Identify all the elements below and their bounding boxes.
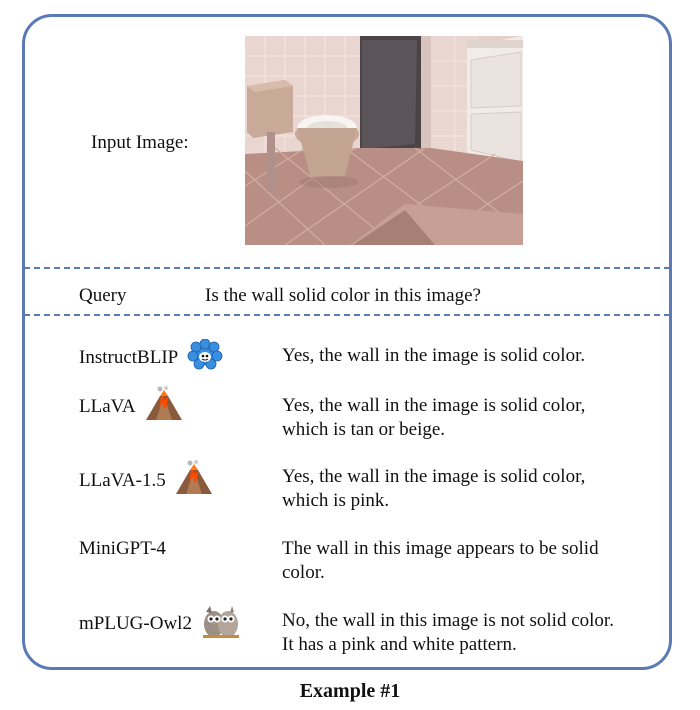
- input-image-label: Input Image:: [91, 132, 189, 153]
- response-llava-1-5: [282, 465, 662, 513]
- response-line: Yes, the wall in the image is solid color,: [282, 466, 586, 487]
- response-instructblip: [282, 344, 662, 368]
- response-minigpt-4: [282, 537, 662, 585]
- response-line: No, the wall in this image is not solid color.: [282, 610, 614, 631]
- query-label: Query: [79, 285, 127, 306]
- model-row-llava: [79, 386, 184, 428]
- volcano-icon: [144, 386, 184, 428]
- model-name: MiniGPT-4: [79, 537, 166, 559]
- response-line: which is tan or beige.: [282, 419, 446, 440]
- separator-bottom: [24, 314, 670, 316]
- model-row-instructblip: [79, 339, 223, 377]
- input-image: [245, 36, 523, 245]
- response-mplug-owl2: [282, 609, 662, 657]
- model-row-minigpt-4: [79, 537, 166, 560]
- response-line: Yes, the wall in the image is solid color.: [282, 345, 586, 366]
- owl-pair-icon: [201, 602, 241, 646]
- model-name: LLaVA-1.5: [79, 470, 166, 491]
- blue-fluffy-mascot-icon: [187, 339, 223, 377]
- response-line: The wall in this image appears to be solid: [282, 538, 599, 559]
- model-name: mPLUG-Owl2: [79, 613, 192, 634]
- response-llava: [282, 394, 662, 442]
- model-row-llava-1-5: [79, 460, 214, 502]
- volcano-icon: [174, 460, 214, 502]
- model-row-mplug-owl2: [79, 602, 241, 646]
- query-text: Is the wall solid color in this image?: [205, 285, 481, 306]
- figure-caption: Example #1: [299, 680, 401, 702]
- separator-top: [24, 267, 670, 269]
- response-line: color.: [282, 562, 325, 583]
- model-name: LLaVA: [79, 396, 136, 417]
- response-line: It has a pink and white pattern.: [282, 634, 517, 655]
- response-line: Yes, the wall in the image is solid color,: [282, 395, 586, 416]
- model-name: InstructBLIP: [79, 347, 179, 368]
- response-line: which is pink.: [282, 490, 390, 511]
